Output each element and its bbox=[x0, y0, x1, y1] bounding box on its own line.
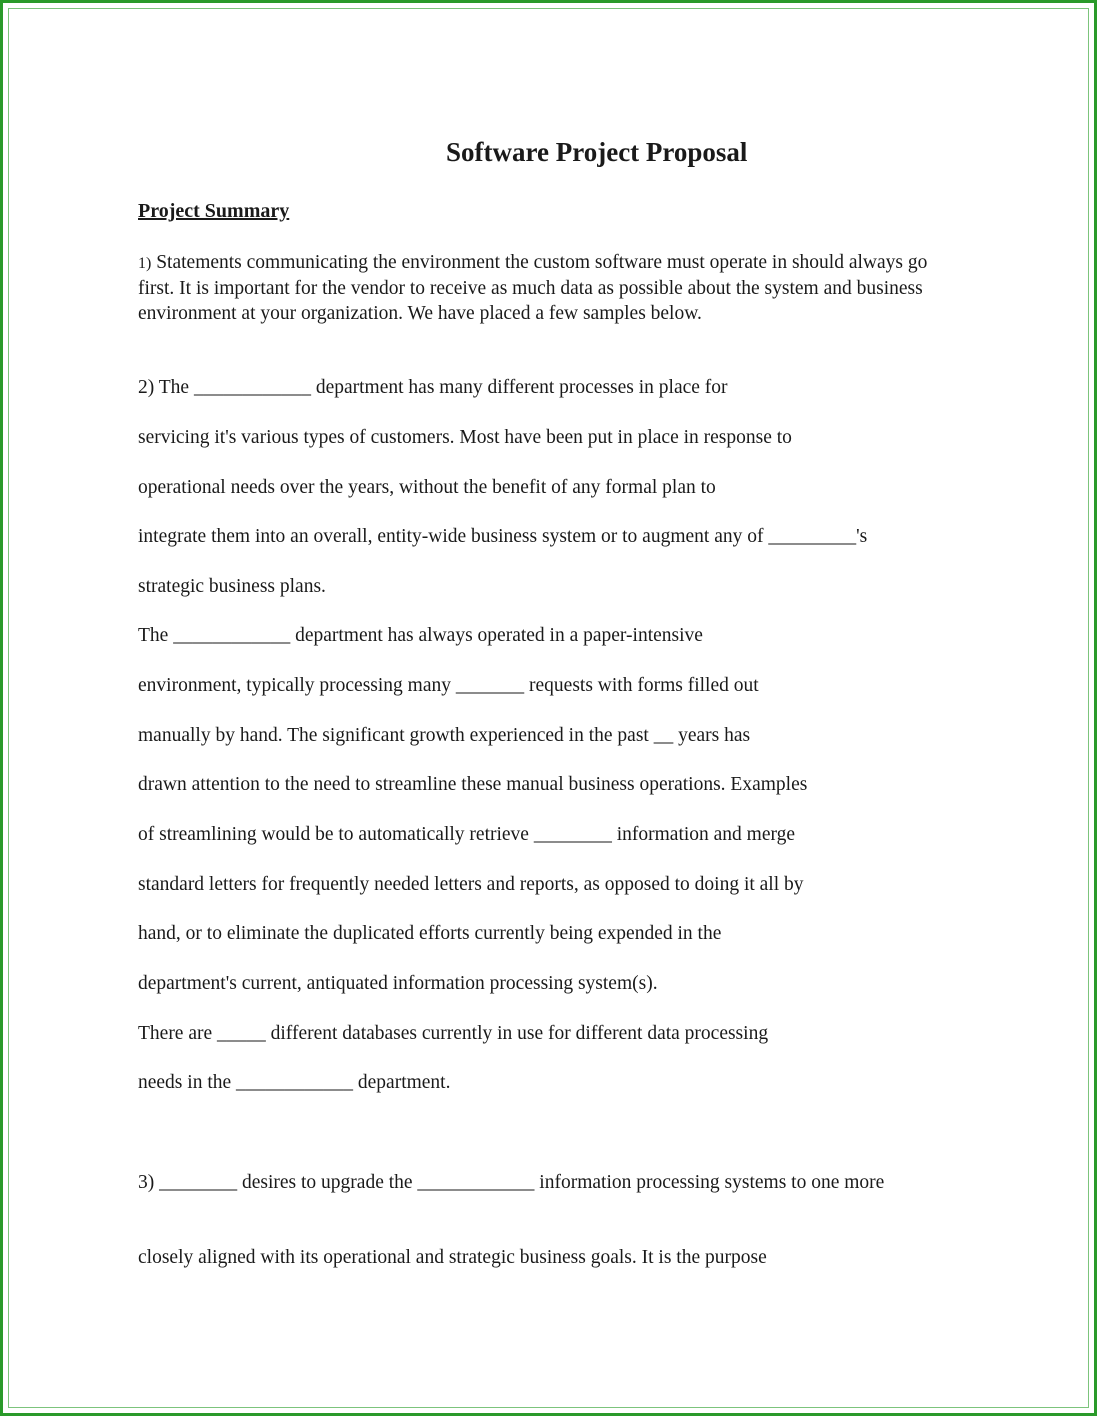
body-line: integrate them into an overall, entity-wide business system or to augment any of _________'s bbox=[138, 526, 868, 547]
paragraph-1-number: 1) bbox=[138, 255, 152, 272]
section-heading: Project Summary bbox=[138, 200, 290, 222]
document-title: Software Project Proposal bbox=[446, 137, 748, 167]
body-line: strategic business plans. bbox=[138, 576, 326, 597]
body-line: There are _____ different databases currently in use for different data processing bbox=[138, 1023, 769, 1044]
paragraph-3: 3) ________ desires to upgrade the ____________ information processing systems to one more bbox=[138, 1172, 885, 1193]
body-line: standard letters for frequently needed letters and reports, as opposed to doing it all by bbox=[138, 874, 804, 895]
body-line: servicing it's various types of customers. Most have been put in place in response to bbox=[138, 427, 792, 448]
body-line: environment, typically processing many _______ requests with forms filled out bbox=[138, 675, 759, 696]
body-line: department's current, antiquated information processing system(s). bbox=[138, 973, 658, 994]
paragraph-1-text: Statements communicating the environment the custom software must operate in should always go first. It is important for the vendor to receive as much data as possible about the system and business environment at your organization. We have placed a few samples below. bbox=[138, 252, 928, 324]
body-line: The ____________ department has always operated in a paper-intensive bbox=[138, 625, 703, 646]
body-line: operational needs over the years, without the benefit of any formal plan to bbox=[138, 477, 716, 498]
body-line: 2) The ____________ department has many different processes in place for bbox=[138, 377, 728, 398]
body-line: hand, or to eliminate the duplicated efforts currently being expended in the bbox=[138, 923, 722, 944]
body-line: drawn attention to the need to streamline these manual business operations. Examples bbox=[138, 774, 808, 795]
body-line: needs in the ____________ department. bbox=[138, 1072, 451, 1093]
paragraph-1 bbox=[138, 250, 938, 326]
body-line: manually by hand. The significant growth experienced in the past __ years has bbox=[138, 725, 751, 746]
body-line: of streamlining would be to automatically retrieve ________ information and merge bbox=[138, 824, 796, 845]
body-line: closely aligned with its operational and strategic business goals. It is the purpose bbox=[138, 1247, 767, 1268]
